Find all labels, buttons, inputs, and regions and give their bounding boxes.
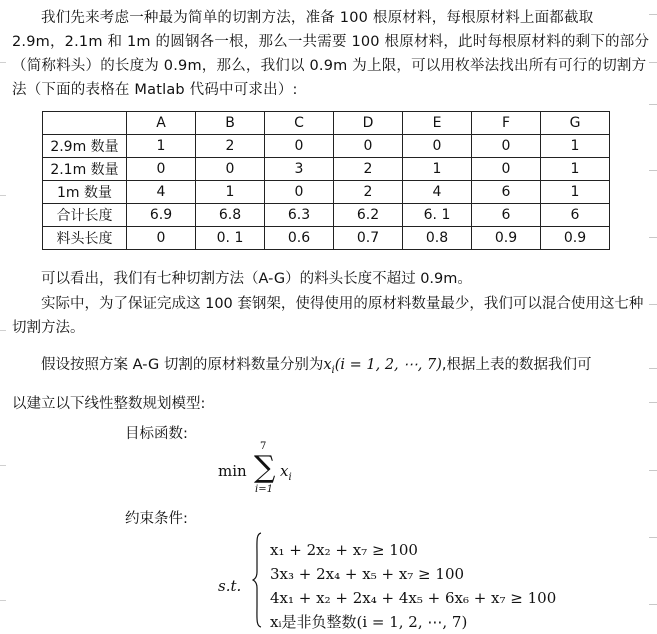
mixing-paragraph: 实际中，为了保证完成这 100 套钢架，使得使用的原材料数量最少，我们可以混合使用这七种切割方法。 (12, 296, 644, 336)
table-cell: 0. 1 (196, 227, 265, 250)
constraint-4: xᵢ是非负整数(i = 1, 2, ⋯, 7) (270, 613, 468, 631)
table-cell: 1 (541, 135, 610, 158)
constraint-2: 3x₃ + 2x₄ + x₅ + x₇ ≥ 100 (270, 565, 465, 583)
row-label: 2.1m 数量 (43, 158, 127, 181)
sum-term-subscript: i (288, 472, 292, 483)
table-cell: 0 (403, 135, 472, 158)
table-cell: 0 (265, 181, 334, 204)
table-cell: 6. 1 (403, 204, 472, 227)
left-ruler-tick (0, 465, 6, 466)
table-row (43, 204, 610, 227)
sum-lower-limit: i=1 (255, 484, 273, 495)
table-cell: 0.8 (403, 227, 472, 250)
table-cell: 6.2 (334, 204, 403, 227)
left-ruler-tick (0, 330, 6, 331)
row-label: 料头长度 (43, 227, 127, 250)
table-cell: 0 (334, 135, 403, 158)
row-label: 合计长度 (43, 204, 127, 227)
table-cell: 1 (541, 181, 610, 204)
sum-term-x: x (280, 462, 289, 480)
constraint-1: x₁ + 2x₂ + x₇ ≥ 100 (270, 541, 418, 559)
table-cell: 1 (196, 181, 265, 204)
assumption-text: 假设按照方案 A-G 切割的原材料数量分别为 (41, 357, 324, 373)
column-header: D (334, 112, 403, 135)
table-cell: 6.8 (196, 204, 265, 227)
min-operator: min (218, 462, 247, 480)
row-label: 2.9m 数量 (43, 135, 127, 158)
sum-upper-limit: 7 (260, 441, 267, 452)
table-cell: 0 (472, 135, 541, 158)
left-ruler-tick (0, 195, 6, 196)
table-cell: 0 (127, 227, 196, 250)
table-cell: 6.3 (265, 204, 334, 227)
table-cell: 3 (265, 158, 334, 181)
table-cell: 1 (403, 158, 472, 181)
margin-ruler (647, 0, 657, 634)
table-row (43, 158, 610, 181)
column-header: A (127, 112, 196, 135)
table-cell: 0.7 (334, 227, 403, 250)
table-cell: 0 (472, 158, 541, 181)
table-cell: 0.9 (472, 227, 541, 250)
column-header: E (403, 112, 472, 135)
table-cell: 4 (403, 181, 472, 204)
table-corner-cell (43, 112, 127, 135)
row-label: 1m 数量 (43, 181, 127, 204)
intro-paragraph: 我们先来考虑一种最为简单的切割方法，准备 100 根原材料，每根原材料上面都截取 2.9m，2.1m 和 1m 的圆钢各一根，那么一共需要 100 根原材料，此时每根原材料的剩下的部分（简称料头）的长度为 0.9m，那么，我们以 0.9m 为上限，可以用枚举法找出所有可行的切割方法（下面的表格在 Matlab 代码中可求出）: (12, 10, 650, 98)
column-header: G (541, 112, 610, 135)
column-header: F (472, 112, 541, 135)
ruler-tick (649, 470, 657, 471)
table-header-row (43, 112, 610, 135)
sum-term (280, 462, 292, 483)
table-cell: 6 (472, 204, 541, 227)
ruler-tick (649, 402, 657, 403)
ruler-tick (649, 237, 657, 238)
cutting-methods-table (42, 111, 610, 250)
table-cell: 6.9 (127, 204, 196, 227)
ruler-tick (649, 170, 657, 171)
table-row (43, 181, 610, 204)
left-ruler-tick (0, 62, 6, 63)
assumption-paragraph (12, 353, 650, 383)
ruler-tick (649, 14, 657, 15)
index-range: (i = 1, 2, ⋯, 7) (334, 357, 442, 373)
left-ruler-tick (0, 600, 6, 601)
table-cell: 0 (265, 135, 334, 158)
model-intro-paragraph: 以建立以下线性整数规划模型: (12, 396, 206, 412)
table-cell: 2 (334, 181, 403, 204)
ruler-tick (649, 368, 657, 369)
column-header: C (265, 112, 334, 135)
table-cell: 2 (196, 135, 265, 158)
ruler-tick (649, 62, 657, 63)
table-cell: 0.9 (541, 227, 610, 250)
ruler-tick (649, 304, 657, 305)
table-cell: 0 (196, 158, 265, 181)
conclusion-paragraph: 可以看出，我们有七种切割方法（A-G）的料头长度不超过 0.9m。 (41, 271, 472, 287)
table-cell: 1 (541, 158, 610, 181)
assumption-text-end: ,根据上表的数据我们可 (441, 357, 592, 373)
table-cell: 0 (127, 158, 196, 181)
variable-subscript: i (331, 364, 335, 376)
table-cell: 2 (334, 158, 403, 181)
table-cell: 1 (127, 135, 196, 158)
table-cell: 6 (472, 181, 541, 204)
subject-to-label: s.t. (218, 577, 242, 595)
table-cell: 6 (541, 204, 610, 227)
table-cell: 4 (127, 181, 196, 204)
column-header: B (196, 112, 265, 135)
objective-heading: 目标函数: (125, 426, 188, 442)
ruler-tick (649, 104, 657, 105)
table-cell: 0.6 (265, 227, 334, 250)
left-brace-icon (252, 532, 262, 628)
constraint-heading: 约束条件: (125, 511, 188, 527)
constraint-list (270, 538, 556, 634)
ruler-tick (649, 537, 657, 538)
table-row (43, 135, 610, 158)
summation-sign: ∑ (254, 450, 276, 485)
constraint-3: 4x₁ + x₂ + 2x₄ + 4x₅ + 6x₆ + x₇ ≥ 100 (270, 589, 557, 607)
table-row (43, 227, 610, 250)
variable-x: x (323, 357, 332, 373)
ruler-tick (649, 604, 657, 605)
